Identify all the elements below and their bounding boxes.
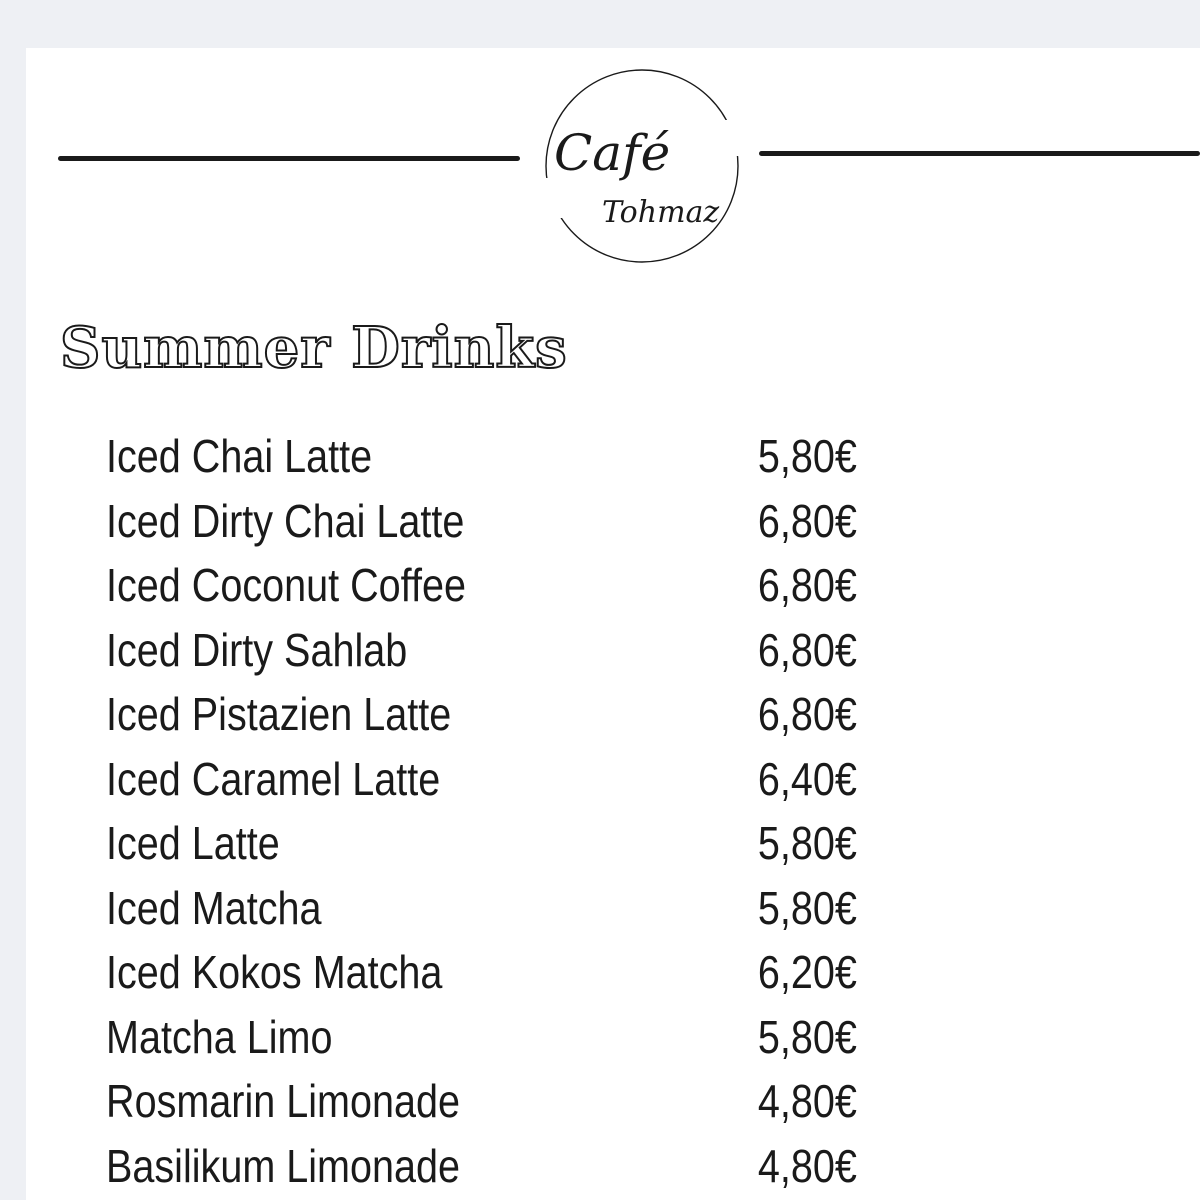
- item-name: Iced Caramel Latte: [106, 752, 441, 805]
- logo-emblem-icon: [542, 60, 742, 272]
- item-name: Iced Dirty Chai Latte: [106, 494, 465, 547]
- item-price: 6,40€: [757, 752, 857, 805]
- item-price: 6,80€: [757, 623, 857, 676]
- item-name: Iced Matcha: [106, 881, 322, 934]
- item-name: Rosmarin Limonade: [106, 1075, 461, 1127]
- item-price: 6,80€: [757, 559, 857, 611]
- list-item: [106, 489, 880, 554]
- list-item: [106, 811, 880, 876]
- item-price: 5,80€: [757, 1010, 857, 1063]
- item-name: Basilikum Limonade: [106, 1139, 461, 1192]
- item-price: 5,80€: [757, 817, 857, 869]
- item-price: 5,80€: [757, 430, 857, 482]
- item-name: Iced Coconut Coffee: [106, 559, 466, 611]
- item-name: Iced Pistazien Latte: [106, 688, 452, 740]
- list-item: [106, 424, 880, 489]
- logo-text-line2: Tohmaz: [602, 195, 720, 230]
- item-name: Iced Chai Latte: [106, 430, 373, 482]
- cafe-logo: [542, 60, 742, 272]
- list-item: [106, 940, 880, 1005]
- drinks-list: [106, 424, 1006, 1198]
- list-item: [106, 1005, 880, 1070]
- item-price: 6,80€: [757, 494, 857, 547]
- list-item: [106, 1134, 880, 1199]
- list-item: [106, 876, 880, 941]
- item-price: 6,20€: [757, 946, 857, 998]
- list-item: [106, 618, 880, 683]
- item-price: 4,80€: [757, 1075, 857, 1127]
- header-rule-left: [58, 156, 520, 161]
- item-price: 4,80€: [757, 1139, 857, 1192]
- item-name: Iced Latte: [106, 817, 280, 869]
- list-item: [106, 682, 880, 747]
- item-name: Matcha Limo: [106, 1010, 333, 1063]
- section-title: Summer Drinks: [60, 315, 568, 381]
- item-name: Iced Dirty Sahlab: [106, 623, 408, 676]
- list-item: [106, 1069, 880, 1134]
- menu-page: [26, 48, 1200, 1200]
- item-price: 6,80€: [757, 688, 857, 740]
- item-name: Iced Kokos Matcha: [106, 946, 443, 998]
- header-rule-right: [759, 151, 1200, 156]
- item-price: 5,80€: [757, 881, 857, 934]
- logo-text-line1: Café: [554, 124, 671, 182]
- list-item: [106, 747, 880, 812]
- list-item: [106, 553, 880, 618]
